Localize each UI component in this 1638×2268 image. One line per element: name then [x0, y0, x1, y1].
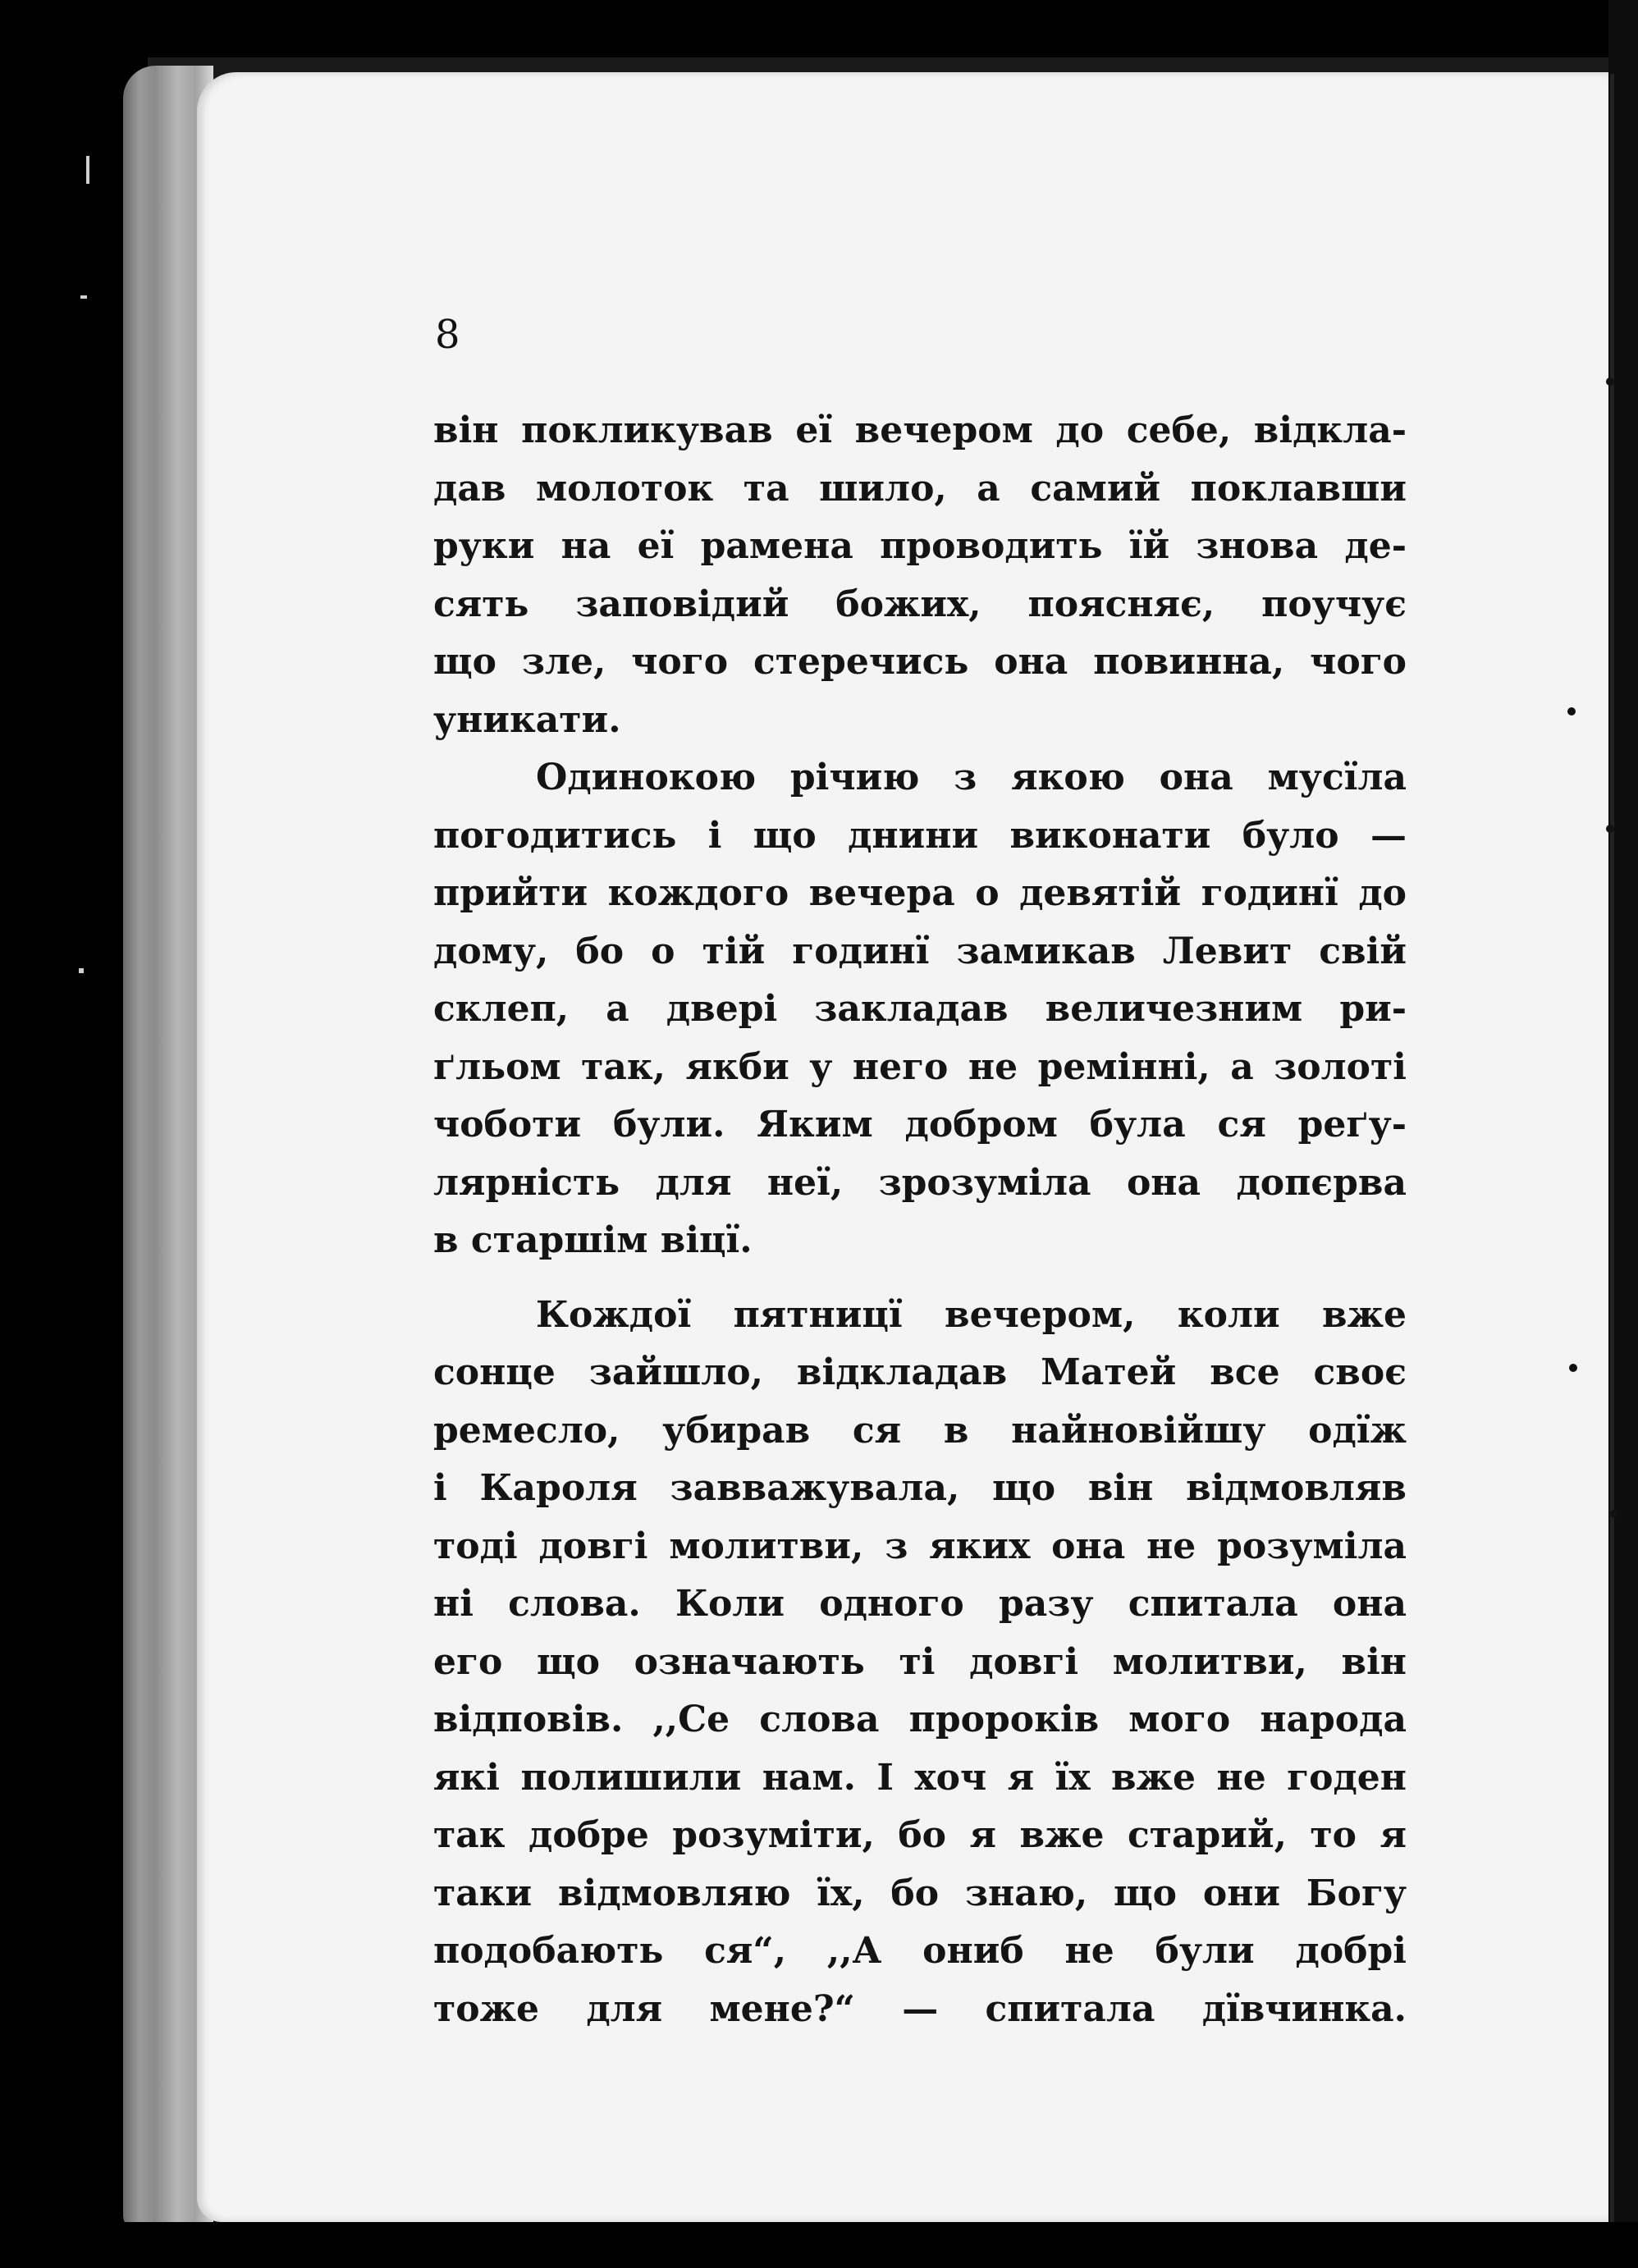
text-line: таки відмовляю їх, бо знаю, що они Богу [433, 1872, 1407, 1914]
scan-speck [1569, 1364, 1577, 1372]
text-line: ні слова. Коли одного разу спитала она [433, 1583, 1407, 1625]
paragraph [433, 1287, 1407, 2039]
text-line: тоже для мене?“ — спитала дївчинка. [433, 1987, 1407, 2030]
page-fold-line [1610, 74, 1614, 2224]
text-line: в старшім віцї. [433, 1219, 753, 1261]
text-line: ґльом так, якби у него не ремінні, а золоті [433, 1045, 1407, 1088]
text-line: подобають ся“, ,,А ониб не були добрі [433, 1930, 1407, 1972]
text-line: прийти кождого вечера о девятій годинї до [433, 872, 1407, 914]
text-line: руки на еї рамена проводить їй знова де- [433, 525, 1407, 567]
paragraph-gap [433, 1270, 1407, 1287]
text-line: дому, бо о тій годинї замикав Левит свій [433, 930, 1407, 972]
page-text [433, 402, 1407, 2038]
scan-speck [1606, 825, 1614, 833]
text-line: які полишили нам. І хоч я їх вже не годен [433, 1756, 1407, 1799]
scan-speck [80, 295, 87, 299]
paragraph [433, 749, 1407, 1270]
text-line: чоботи були. Яким добром була ся реґу- [433, 1104, 1407, 1145]
scan-left-margin [0, 0, 123, 2268]
text-line: дав молоток та шило, а самий поклавши [433, 467, 1407, 510]
text-line: відповів. ,,Се слова пророків мого народа [433, 1699, 1407, 1740]
scan-speck [79, 968, 84, 973]
scan-speck [1610, 1510, 1618, 1518]
scan-speck [86, 156, 89, 184]
text-line: він покликував еї вечером до себе, відкла- [433, 409, 1407, 451]
scan-speck [1606, 377, 1614, 386]
text-line: его що означають ті довгі молитви, він [433, 1640, 1407, 1683]
text-line: і Кароля завважувала, що він відмовляв [433, 1467, 1407, 1509]
scan-bottom-edge [123, 2222, 1638, 2268]
text-line: що зле, чого стеречись она повинна, чого [433, 641, 1407, 683]
text-line: лярність для неї, зрозуміла она допєрва [433, 1161, 1407, 1204]
text-line: погодитись і що днини виконати було — [433, 814, 1407, 857]
text-line: тоді довгі молитви, з яких она не розуміла [433, 1525, 1407, 1567]
paragraph [433, 402, 1407, 749]
text-line: Одинокою річию з якою она мусїла [536, 757, 1407, 798]
scan-speck [1567, 707, 1576, 716]
text-line: ремесло, убирав ся в найновійшу одїж [433, 1409, 1407, 1452]
page-number: 8 [435, 312, 460, 358]
text-line: Кождої пятницї вечером, коли вже [536, 1293, 1407, 1336]
text-line: так добре розуміти, бо я вже старий, то я [433, 1814, 1407, 1856]
text-line: сонце зайшло, відкладав Матей все своє [433, 1351, 1407, 1393]
text-line: склеп, а двері закладав величезним ри- [433, 988, 1407, 1030]
text-line: сять заповідий божих, поясняє, поучує [433, 583, 1407, 625]
text-line: уникати. [433, 698, 621, 741]
